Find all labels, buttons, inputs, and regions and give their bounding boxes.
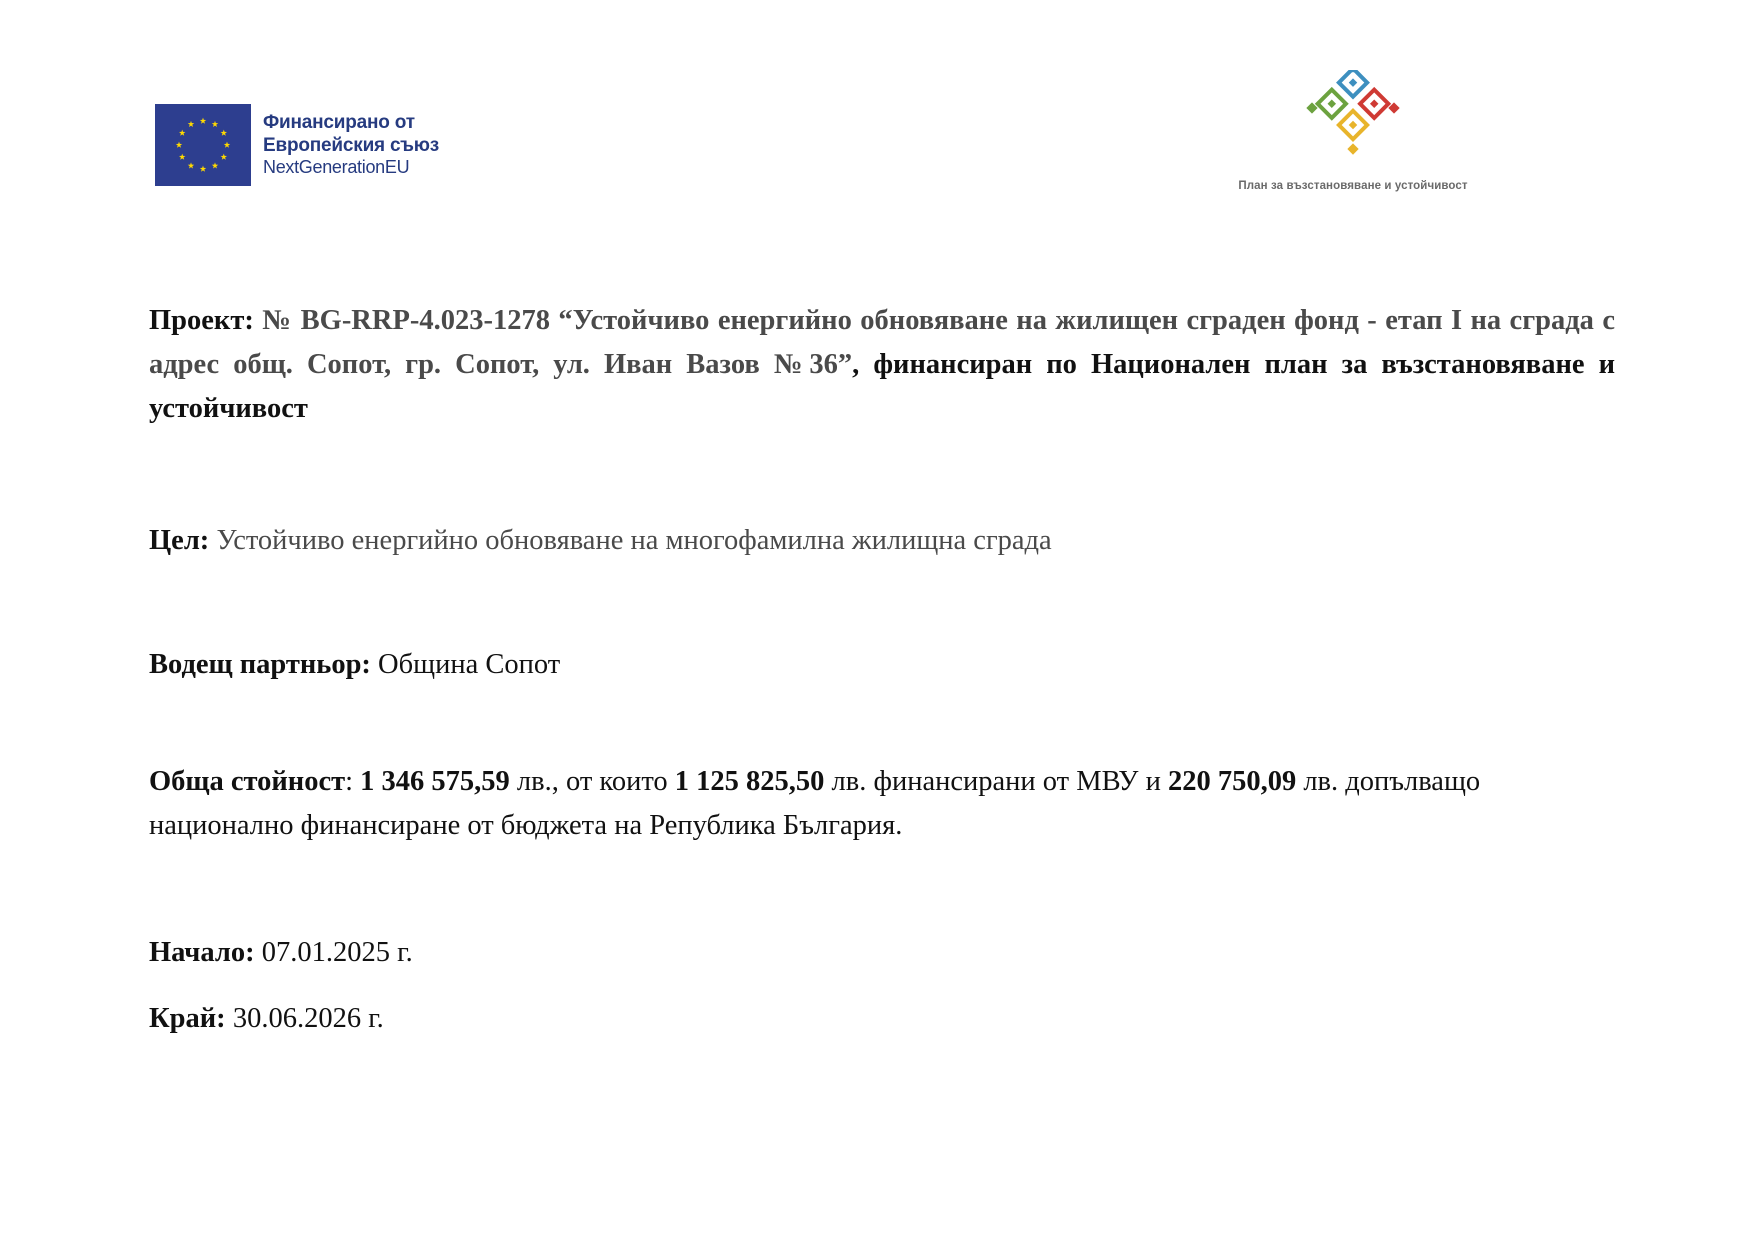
start-date-paragraph <box>149 931 1615 975</box>
partner-label: Водещ партньор: <box>149 649 371 680</box>
partner-value: Община Сопот <box>370 649 561 680</box>
cost-text-1: лв., от които <box>509 766 675 797</box>
start-date-value: 07.01.2025 г. <box>254 937 413 968</box>
end-date-label: Край: <box>149 1003 226 1034</box>
cost-separator: : <box>345 766 361 797</box>
cost-mvu-amount: 1 125 825,50 <box>674 766 825 797</box>
goal-label: Цел: <box>149 525 210 556</box>
end-date-paragraph <box>149 997 1615 1041</box>
cost-label: Обща стойност <box>149 766 346 797</box>
eu-funding-line-1: Финансирано от <box>263 111 415 133</box>
start-date-label: Начало: <box>149 937 255 968</box>
recovery-plan-ornament-icon <box>1298 70 1408 180</box>
eu-funding-text <box>263 111 439 179</box>
recovery-plan-caption: План за възстановяване и устойчивост <box>1238 180 1468 192</box>
cost-text-3: лв. допълващо национално финансиране от бюджета на Република България. <box>149 766 1481 841</box>
cost-text-2: лв. финансирани от МВУ и <box>824 766 1168 797</box>
cost-total: 1 346 575,59 <box>360 766 510 797</box>
eu-funding-line-2: Европейския съюз <box>263 135 440 157</box>
goal-value: Устойчиво енергийно обновяване на многофамилна жилищна сграда <box>209 525 1052 556</box>
project-paragraph <box>149 299 1615 431</box>
project-label: Проект: <box>149 305 254 336</box>
eu-funding-line-3: NextGenerationEU <box>263 157 410 178</box>
partner-paragraph <box>149 643 1615 687</box>
cost-national-amount: 220 750,09 <box>1167 766 1297 797</box>
eu-flag-icon <box>155 104 251 186</box>
end-date-value: 30.06.2026 г. <box>225 1003 384 1034</box>
cost-paragraph <box>149 760 1615 848</box>
recovery-plan-logo <box>1218 70 1488 192</box>
project-title: “Устойчиво енергийно обновяване на жилищен сграден фонд - етап I на сграда с адрес общ. Сопот, гр. Сопот, ул. Иван Вазов №36” <box>149 305 1615 380</box>
project-number: № BG-RRP-4.023-1278 <box>253 305 559 336</box>
project-financing: , финансиран по Национален план за възстановяване и устойчивост <box>149 349 1615 424</box>
goal-paragraph <box>149 519 1615 563</box>
eu-funding-logo <box>155 104 439 186</box>
